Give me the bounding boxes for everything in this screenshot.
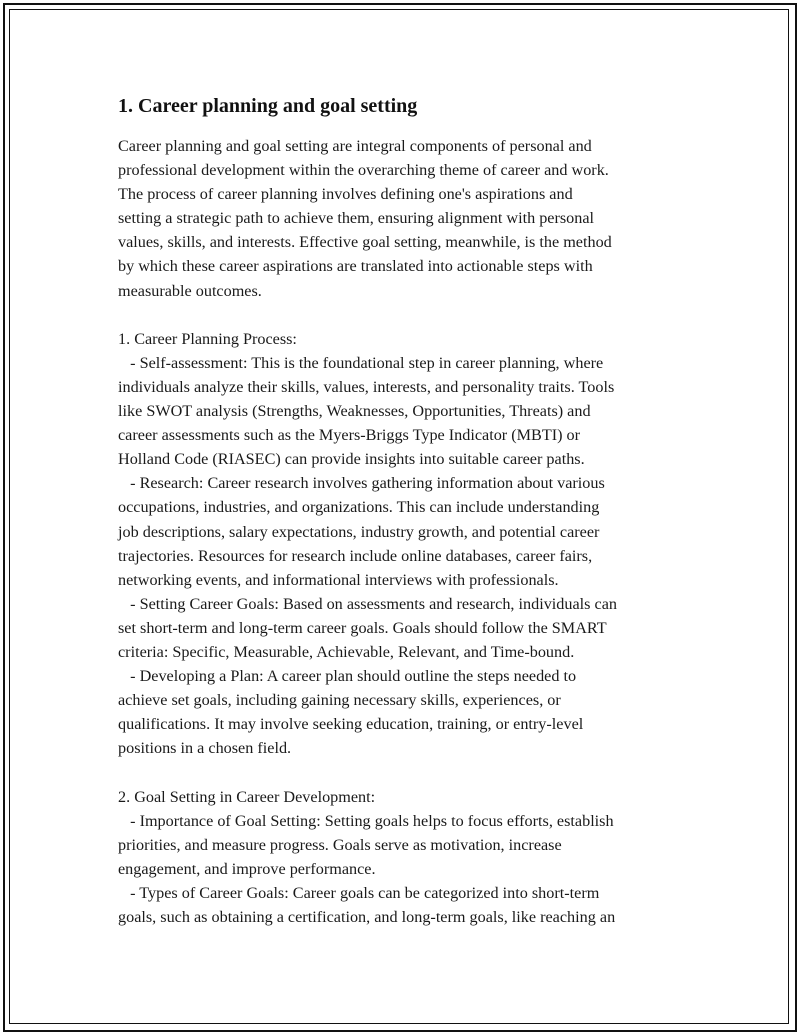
text-line: The process of career planning involves defining one's aspirations and <box>118 185 573 204</box>
text-line: 2. Goal Setting in Career Development: <box>118 787 376 806</box>
text-line: qualifications. It may involve seeking education, training, or entry-level <box>118 715 584 734</box>
text-line: individuals analyze their skills, values, interests, and personality traits. Tools <box>118 377 615 396</box>
text-line: - Setting Career Goals: Based on assessments and research, individuals can <box>118 594 617 613</box>
text-line: Holland Code (RIASEC) can provide insights into suitable career paths. <box>118 450 585 469</box>
text-line: - Self-assessment: This is the foundational step in career planning, where <box>118 353 604 372</box>
section-heading: 1. Career planning and goal setting <box>118 95 418 117</box>
text-line: setting a strategic path to achieve them, ensuring alignment with personal <box>118 209 595 228</box>
text-line: positions in a chosen field. <box>118 739 292 758</box>
text-line: networking events, and informational interviews with professionals. <box>118 570 559 589</box>
text-line: achieve set goals, including gaining necessary skills, experiences, or <box>118 691 561 710</box>
text-line: - Types of Career Goals: Career goals can be categorized into short-term <box>118 883 600 902</box>
text-line: engagement, and improve performance. <box>118 859 376 878</box>
text-line: - Research: Career research involves gathering information about various <box>118 474 605 493</box>
text-line: Career planning and goal setting are integral components of personal and <box>118 137 592 155</box>
text-line: priorities, and measure progress. Goals serve as motivation, increase <box>118 835 562 854</box>
text-line: occupations, industries, and organizations. This can include understanding <box>118 498 600 517</box>
text-line: goals, such as obtaining a certification, and long-term goals, like reaching an <box>118 908 616 926</box>
text-line: job descriptions, salary expectations, industry growth, and potential career <box>118 522 600 541</box>
text-line: career assessments such as the Myers-Briggs Type Indicator (MBTI) or <box>118 426 581 445</box>
blank-line <box>118 760 688 784</box>
document-body <box>118 92 688 929</box>
text-line: professional development within the overarching theme of career and work. <box>118 161 609 180</box>
text-line: like SWOT analysis (Strengths, Weaknesses, Opportunities, Threats) and <box>118 402 591 421</box>
text-line: - Developing a Plan: A career plan should outline the steps needed to <box>118 667 577 686</box>
body-text <box>118 134 688 929</box>
text-line: criteria: Specific, Measurable, Achievable, Relevant, and Time-bound. <box>118 642 575 661</box>
blank-line <box>118 303 688 327</box>
text-line: values, skills, and interests. Effective goal setting, meanwhile, is the method <box>118 233 612 252</box>
text-line: 1. Career Planning Process: <box>118 329 297 348</box>
text-line: trajectories. Resources for research include online databases, career fairs, <box>118 546 593 565</box>
text-line: - Importance of Goal Setting: Setting goals helps to focus efforts, establish <box>118 811 614 830</box>
text-line: set short-term and long-term career goals. Goals should follow the SMART <box>118 618 607 637</box>
text-line: measurable outcomes. <box>118 281 262 300</box>
text-line: by which these career aspirations are translated into actionable steps with <box>118 257 593 276</box>
